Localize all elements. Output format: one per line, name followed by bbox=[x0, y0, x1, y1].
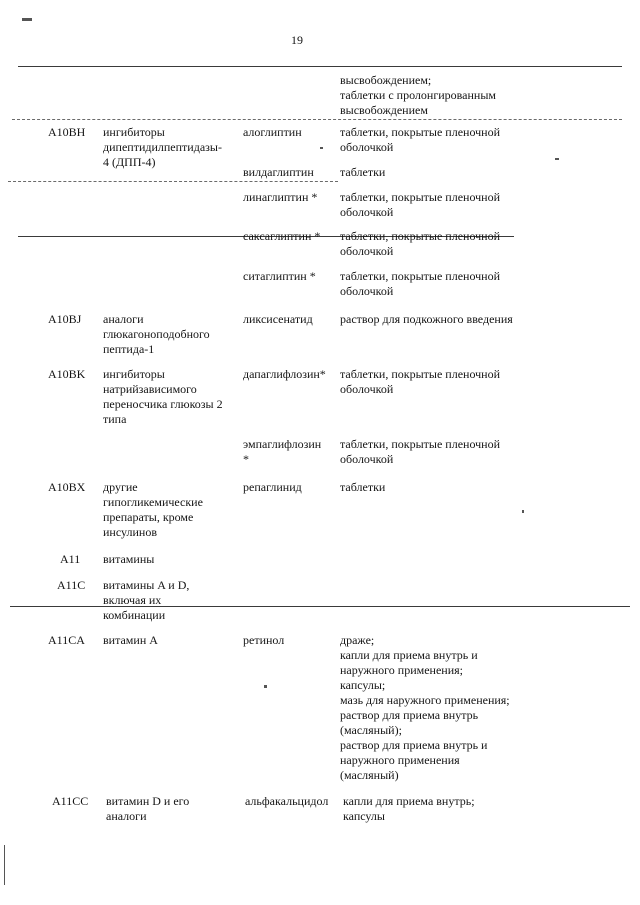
drug-name-line: эмпаглифлозин bbox=[243, 437, 322, 451]
dosage-form bbox=[340, 633, 510, 783]
form-line: (масляный); bbox=[340, 723, 402, 737]
atc-code: A11C bbox=[57, 578, 86, 592]
form-line: высвобождением bbox=[340, 103, 428, 117]
dosage-form: таблетки bbox=[340, 165, 386, 179]
group-line: включая их bbox=[103, 593, 162, 607]
group-name bbox=[103, 125, 222, 170]
group-line: переносчика глюкозы 2 bbox=[103, 397, 223, 411]
form-line: драже; bbox=[340, 633, 375, 647]
form-line: таблетки, покрытые пленочной bbox=[340, 229, 501, 243]
atc-code: A11CA bbox=[48, 633, 85, 647]
group-line: витамины A и D, bbox=[103, 578, 190, 592]
group-name bbox=[103, 578, 189, 623]
group-name bbox=[106, 794, 189, 824]
drug-name: ретинол bbox=[243, 633, 285, 647]
group-line: натрийзависимого bbox=[103, 382, 197, 396]
group-line: глюкагоноподобного bbox=[103, 327, 210, 341]
scan-speck bbox=[22, 18, 32, 21]
group-name bbox=[103, 312, 210, 357]
group-name: витамин A bbox=[103, 633, 158, 647]
form-line: таблетки, покрытые пленочной bbox=[340, 125, 501, 139]
atc-code: A10BK bbox=[48, 367, 86, 381]
form-line: капли для приема внутрь; bbox=[343, 794, 475, 808]
table-top-rule bbox=[18, 66, 622, 67]
drug-name: алоглиптин bbox=[243, 125, 302, 139]
form-line: раствор для приема внутрь bbox=[340, 708, 479, 722]
form-line: таблетки с пролонгированным bbox=[340, 88, 497, 102]
group-line: ингибиторы bbox=[103, 125, 165, 139]
dosage-form bbox=[340, 367, 500, 397]
row-rule bbox=[12, 119, 622, 120]
dosage-form: таблетки bbox=[340, 480, 386, 494]
scan-speck bbox=[320, 147, 323, 149]
form-line: таблетки, покрытые пленочной bbox=[340, 190, 501, 204]
form-line: высвобождением; bbox=[340, 73, 432, 87]
dosage-form bbox=[343, 794, 475, 824]
form-line: капсулы; bbox=[340, 678, 386, 692]
group-line: типа bbox=[103, 412, 127, 426]
form-line: наружного применения; bbox=[340, 663, 463, 677]
drug-name-line: * bbox=[243, 452, 249, 466]
dosage-form bbox=[340, 125, 500, 155]
group-line: другие bbox=[103, 480, 138, 494]
form-line: таблетки, покрытые пленочной bbox=[340, 437, 501, 451]
atc-code: A10BJ bbox=[48, 312, 82, 326]
drug-name: вилдаглиптин bbox=[243, 165, 314, 179]
form-line: (масляный) bbox=[340, 768, 399, 782]
group-line: препараты, кроме bbox=[103, 510, 194, 524]
form-line: оболочкой bbox=[340, 284, 394, 298]
drug-name: ситаглиптин * bbox=[243, 269, 316, 283]
form-line: таблетки, покрытые пленочной bbox=[340, 269, 501, 283]
scan-speck bbox=[264, 685, 267, 688]
group-line: пептида-1 bbox=[103, 342, 155, 356]
scan-speck bbox=[555, 158, 559, 160]
scan-speck bbox=[4, 845, 5, 885]
group-line: аналоги bbox=[106, 809, 147, 823]
group-line: гипогликемические bbox=[103, 495, 203, 509]
group-line: 4 (ДПП-4) bbox=[103, 155, 156, 169]
group-name bbox=[103, 367, 223, 427]
drug-name: ликсисенатид bbox=[243, 312, 313, 326]
atc-code: A10BH bbox=[48, 125, 86, 139]
atc-code: A10BX bbox=[48, 480, 86, 494]
form-line: мазь для наружного применения; bbox=[340, 693, 510, 707]
row-rule bbox=[8, 181, 338, 182]
group-line: ингибиторы bbox=[103, 367, 165, 381]
drug-name: линаглиптин * bbox=[243, 190, 318, 204]
dosage-form bbox=[340, 229, 500, 259]
continuation-form bbox=[340, 73, 496, 118]
form-line: таблетки, покрытые пленочной bbox=[340, 367, 501, 381]
group-line: инсулинов bbox=[103, 525, 157, 539]
form-line: оболочкой bbox=[340, 140, 394, 154]
drug-name: альфакальцидол bbox=[245, 794, 329, 808]
group-name: витамины bbox=[103, 552, 155, 566]
form-line: оболочкой bbox=[340, 205, 394, 219]
dosage-form bbox=[340, 437, 500, 467]
scan-speck bbox=[522, 510, 524, 513]
group-name bbox=[103, 480, 203, 540]
group-line: аналоги bbox=[103, 312, 144, 326]
group-line: комбинации bbox=[103, 608, 166, 622]
drug-name: саксаглиптин * bbox=[243, 229, 321, 243]
atc-code: A11 bbox=[60, 552, 81, 566]
drug-name: дапаглифлозин* bbox=[243, 367, 326, 381]
group-line: витамин D и его bbox=[106, 794, 190, 808]
form-line: капли для приема внутрь и bbox=[340, 648, 478, 662]
dosage-form: раствор для подкожного введения bbox=[340, 312, 513, 326]
drug-name bbox=[243, 437, 321, 467]
form-line: наружного применения bbox=[340, 753, 460, 767]
dosage-form bbox=[340, 269, 500, 299]
form-line: раствор для приема внутрь и bbox=[340, 738, 488, 752]
form-line: капсулы bbox=[343, 809, 385, 823]
dosage-form bbox=[340, 190, 500, 220]
form-line: оболочкой bbox=[340, 382, 394, 396]
form-line: оболочкой bbox=[340, 452, 394, 466]
page-number: 19 bbox=[291, 33, 303, 47]
form-line: оболочкой bbox=[340, 244, 394, 258]
atc-code: A11CC bbox=[52, 794, 89, 808]
group-line: дипептидилпептидазы- bbox=[103, 140, 222, 154]
drug-name: репаглинид bbox=[243, 480, 302, 494]
